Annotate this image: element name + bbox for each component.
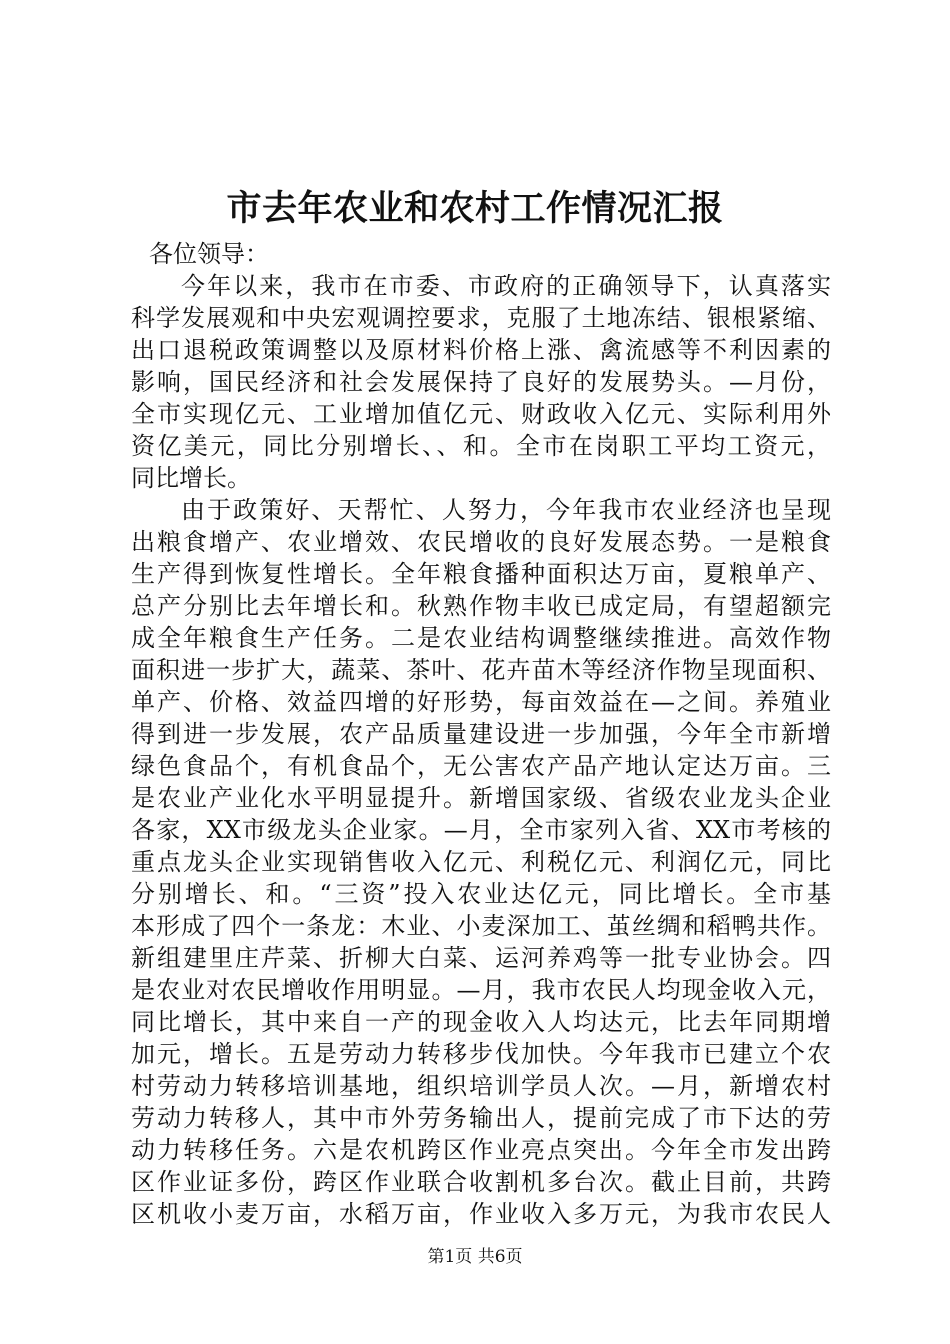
paragraph-line: 劳动力转移人，其中市外劳务输出人，提前完成了市下达的劳 xyxy=(131,1104,831,1132)
paragraph-line: 资亿美元，同比分别增长、、和。全市在岗职工平均工资元， xyxy=(131,432,831,460)
paragraph-line: 重点龙头企业实现销售收入亿元、利税亿元、利润亿元，同比 xyxy=(131,848,831,876)
paragraph-line: 动力转移任务。六是农机跨区作业亮点突出。今年全市发出跨 xyxy=(131,1136,831,1164)
paragraph-line: 全市实现亿元、工业增加值亿元、财政收入亿元、实际利用外 xyxy=(131,400,831,428)
paragraph-line: 成全年粮食生产任务。二是农业结构调整继续推进。高效作物 xyxy=(131,624,831,652)
paragraph-line: 是农业产业化水平明显提升。新增国家级、省级农业龙头企业 xyxy=(131,784,831,812)
paragraph-line: 分别增长、和。“三资”投入农业达亿元，同比增长。全市基 xyxy=(131,880,831,908)
paragraph-line: 面积进一步扩大，蔬菜、茶叶、花卉苗木等经济作物呈现面积、 xyxy=(131,656,831,684)
paragraph-line: 村劳动力转移培训基地，组织培训学员人次。—月，新增农村 xyxy=(131,1072,831,1100)
paragraph-line: 是农业对农民增收作用明显。—月，我市农民人均现金收入元， xyxy=(131,976,831,1004)
paragraph-line: 各家，XX市级龙头企业家。—月，全市家列入省、XX市考核的 xyxy=(131,816,831,844)
paragraph-line: 出粮食增产、农业增效、农民增收的良好发展态势。一是粮食 xyxy=(131,528,831,556)
paragraph-line: 生产得到恢复性增长。全年粮食播种面积达万亩，夏粮单产、 xyxy=(131,560,831,588)
paragraph-line: 同比增长，其中来自一产的现金收入人均达元，比去年同期增 xyxy=(131,1008,831,1036)
paragraph-line: 今年以来，我市在市委、市政府的正确领导下，认真落实 xyxy=(181,272,831,300)
paragraph-line: 单产、价格、效益四增的好形势，每亩效益在—之间。养殖业 xyxy=(131,688,831,716)
paragraph-line: 加元，增长。五是劳动力转移步伐加快。今年我市已建立个农 xyxy=(131,1040,831,1068)
paragraph-line: 总产分别比去年增长和。秋熟作物丰收已成定局，有望超额完 xyxy=(131,592,831,620)
paragraph-line: 区机收小麦万亩，水稻万亩，作业收入多万元，为我市农民人 xyxy=(131,1200,831,1228)
paragraph-line: 影响，国民经济和社会发展保持了良好的发展势头。—月份， xyxy=(131,368,831,396)
paragraph-line: 出口退税政策调整以及原材料价格上涨、禽流感等不利因素的 xyxy=(131,336,831,364)
paragraph-line: 本形成了四个一条龙：木业、小麦深加工、茧丝绸和稻鸭共作。 xyxy=(131,912,831,940)
paragraph-line: 同比增长。 xyxy=(131,464,251,492)
page-number-footer: 第1页 共6页 xyxy=(427,1247,523,1267)
salutation-line: 各位领导： xyxy=(149,240,269,268)
paragraph-line: 由于政策好、天帮忙、人努力，今年我市农业经济也呈现 xyxy=(181,496,831,524)
paragraph-line: 科学发展观和中央宏观调控要求，克服了土地冻结、银根紧缩、 xyxy=(131,304,831,332)
paragraph-line: 得到进一步发展，农产品质量建设进一步加强，今年全市新增 xyxy=(131,720,831,748)
document-title: 市去年农业和农村工作情况汇报 xyxy=(226,188,724,229)
paragraph-line: 区作业证多份，跨区作业联合收割机多台次。截止目前，共跨 xyxy=(131,1168,831,1196)
paragraph-line: 绿色食品个，有机食品个，无公害农产品产地认定达万亩。三 xyxy=(131,752,831,780)
document-body xyxy=(131,238,831,1230)
paragraph-line: 新组建里庄芹菜、折柳大白菜、运河养鸡等一批专业协会。四 xyxy=(131,944,831,972)
